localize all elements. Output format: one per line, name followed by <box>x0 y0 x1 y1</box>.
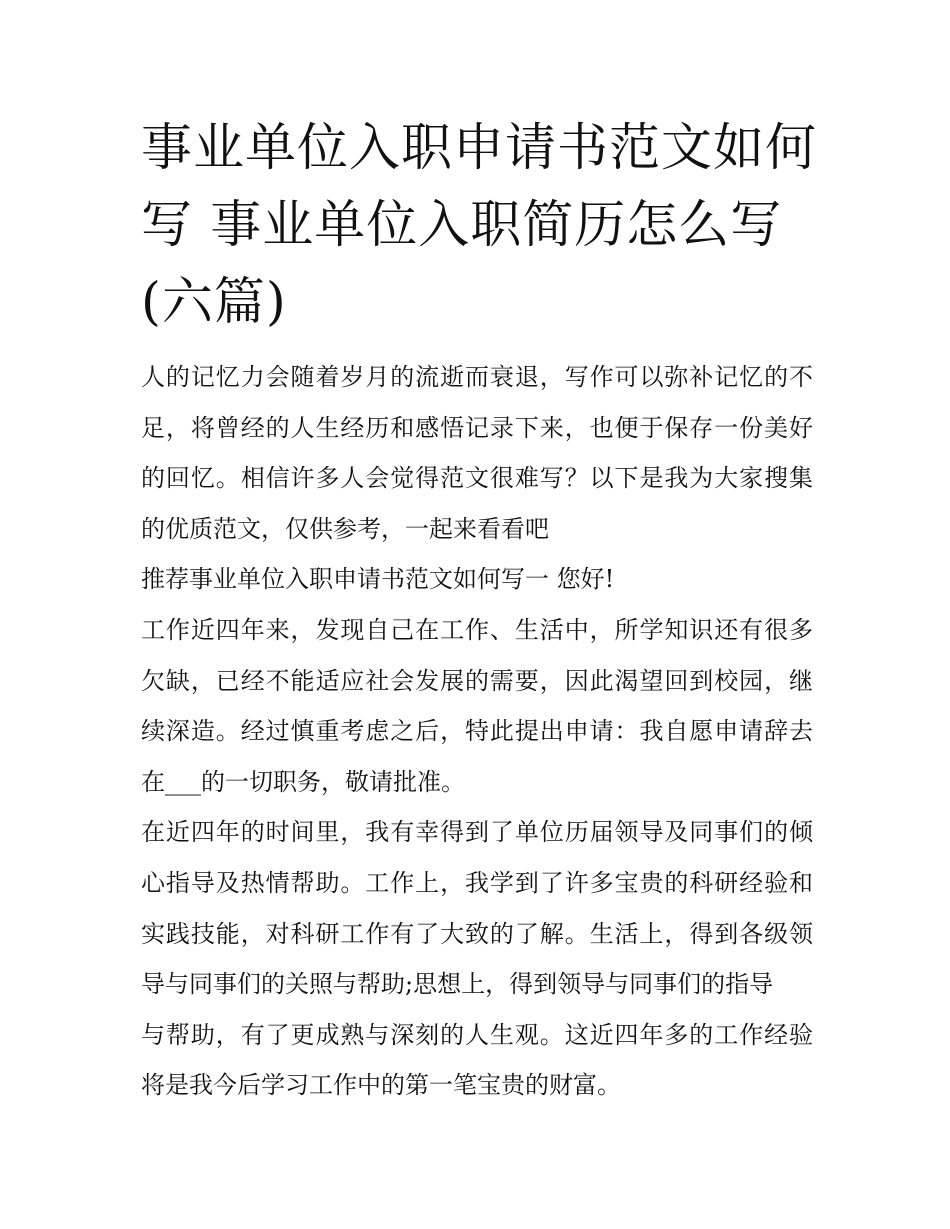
text-line: 推荐事业单位入职申请书范文如何写一 您好! <box>141 565 615 594</box>
intro-paragraph <box>141 352 813 554</box>
text-line: 导与同事们的关照与帮助;思想上，得到领导与同事们的指导 <box>141 970 774 999</box>
title-line: 事业单位入职申请书范文如何 <box>141 119 818 178</box>
text-line: 的回忆。相信许多人会觉得范文很难写？以下是我为大家搜集 <box>141 464 813 493</box>
document-body <box>141 352 813 1111</box>
section-heading-paragraph <box>141 554 813 605</box>
text-line: 续深造。经过慎重考虑之后，特此提出申请：我自愿申请辞去 <box>141 717 813 746</box>
text-line: 的优质范文，仅供参考，一起来看看吧 <box>141 514 549 543</box>
document-content <box>141 110 818 1111</box>
text-line: 在___的一切职务，敬请批准。 <box>141 767 465 796</box>
title-line: 写 事业单位入职简历怎么写 <box>141 196 783 255</box>
document-title <box>141 110 818 341</box>
text-line: 与帮助，有了更成熟与深刻的人生观。这近四年多的工作经验 <box>141 1020 813 1049</box>
text-line: 工作近四年来，发现自己在工作、生活中，所学知识还有很多 <box>141 615 813 644</box>
text-line: 欠缺，已经不能适应社会发展的需要，因此渴望回到校园，继 <box>141 666 813 695</box>
text-line: 实践技能，对科研工作有了大致的了解。生活上，得到各级领 <box>141 919 813 948</box>
text-line: 足，将曾经的人生经历和感悟记录下来，也便于保存一份美好 <box>141 413 813 442</box>
title-line: (六篇) <box>141 273 287 332</box>
text-line: 将是我今后学习工作中的第一笔宝贵的财富。 <box>141 1071 621 1100</box>
text-line: 人的记忆力会随着岁月的流逝而衰退，写作可以弥补记忆的不 <box>141 363 813 391</box>
text-line: 心指导及热情帮助。工作上，我学到了许多宝贵的科研经验和 <box>141 868 813 897</box>
body-paragraph <box>141 605 813 807</box>
text-line: 在近四年的时间里，我有幸得到了单位历届领导及同事们的倾 <box>141 818 813 847</box>
body-paragraph <box>141 807 813 1111</box>
